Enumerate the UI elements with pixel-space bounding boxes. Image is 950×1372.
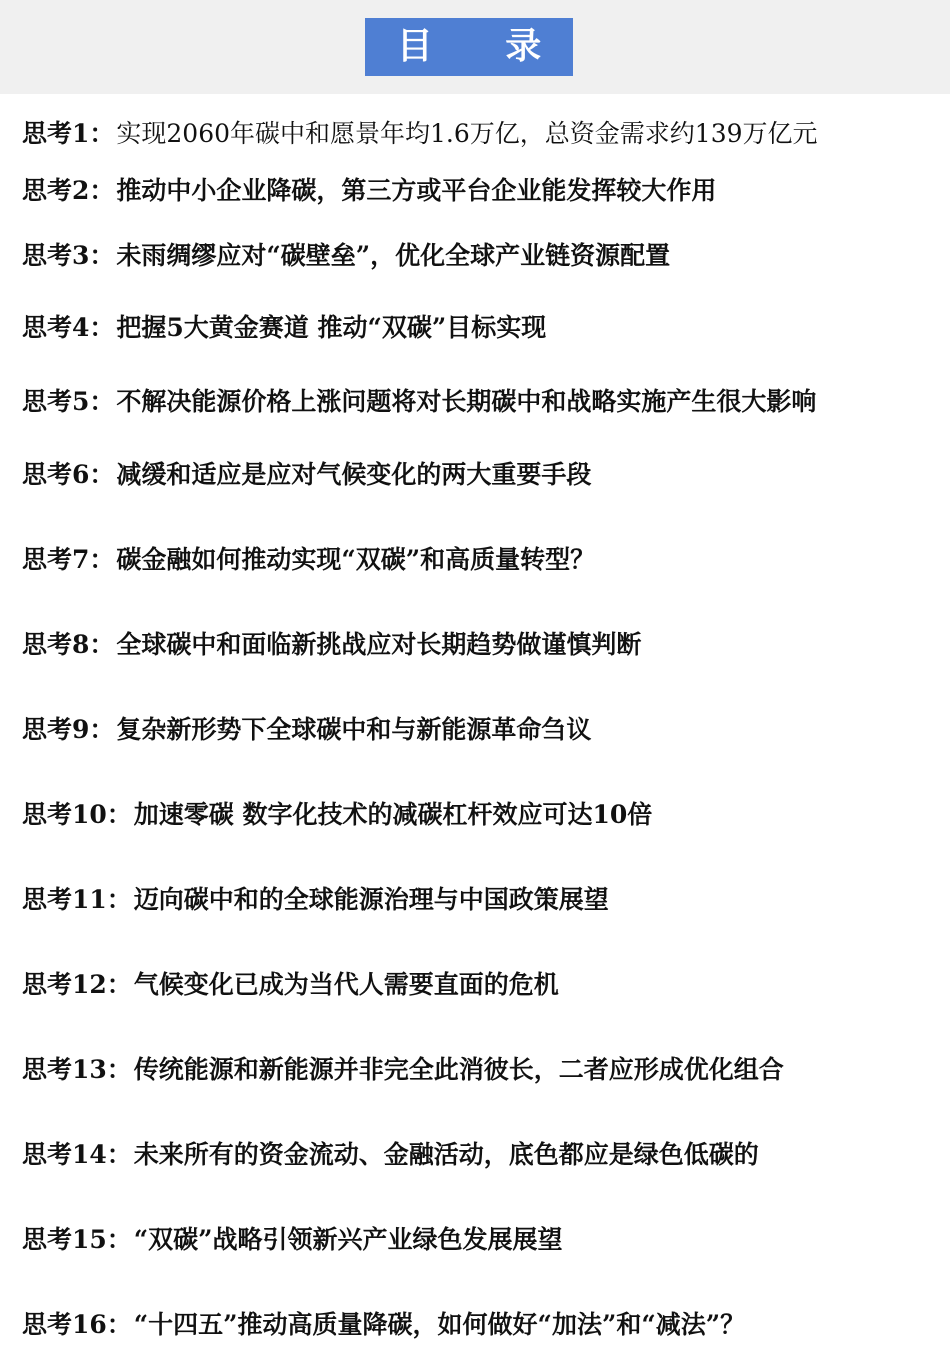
toc-item-label: 思考14：	[22, 1140, 132, 1169]
toc-item-label: 思考11：	[22, 885, 132, 914]
toc-item-16[interactable]	[22, 1309, 942, 1341]
toc-item-4[interactable]	[22, 312, 942, 344]
toc-item-13[interactable]	[22, 1054, 942, 1086]
toc-item-label: 思考7：	[22, 545, 115, 574]
toc-item-label: 思考12：	[22, 970, 132, 999]
toc-item-label: 思考6：	[22, 460, 115, 489]
toc-item-12[interactable]	[22, 969, 942, 1001]
toc-item-text: 加速零碳 数字化技术的减碳杠杆效应可达10倍	[133, 800, 653, 829]
toc-item-text: 迈向碳中和的全球能源治理与中国政策展望	[133, 885, 609, 914]
toc-item-text: 减缓和适应是应对气候变化的两大重要手段	[116, 460, 592, 489]
toc-item-text: 复杂新形势下全球碳中和与新能源革命刍议	[116, 715, 592, 744]
toc-item-label: 思考1：	[22, 119, 115, 148]
toc-item-text: 不解决能源价格上涨问题将对长期碳中和战略实施产生很大影响	[116, 387, 817, 416]
toc-item-label: 思考8：	[22, 630, 115, 659]
toc-item-label: 思考9：	[22, 715, 115, 744]
toc-item-label: 思考2：	[22, 176, 115, 205]
toc-item-5[interactable]	[22, 386, 942, 418]
toc-item-text: 未雨绸缪应对“碳壁垒”，优化全球产业链资源配置	[116, 241, 671, 270]
toc-item-label: 思考16：	[22, 1310, 132, 1339]
toc-item-label: 思考15：	[22, 1225, 132, 1254]
toc-item-text: 实现2060年碳中和愿景年均1.6万亿，总资金需求约139万亿元	[116, 119, 818, 148]
toc-item-15[interactable]	[22, 1224, 942, 1256]
toc-item-7[interactable]	[22, 544, 942, 576]
toc-item-3[interactable]	[22, 240, 942, 272]
toc-item-text: 推动中小企业降碳，第三方或平台企业能发挥较大作用	[116, 176, 717, 205]
toc-item-text: “十四五”推动高质量降碳，如何做好“加法”和“减法”？	[133, 1310, 746, 1339]
toc-item-9[interactable]	[22, 714, 942, 746]
toc-item-1[interactable]	[22, 118, 942, 150]
toc-item-text: 把握5大黄金赛道 推动“双碳”目标实现	[116, 313, 547, 342]
toc-item-2[interactable]	[22, 175, 942, 207]
toc-item-text: 碳金融如何推动实现“双碳”和高质量转型？	[116, 545, 596, 574]
toc-item-label: 思考4：	[22, 313, 115, 342]
toc-item-label: 思考3：	[22, 241, 115, 270]
toc-item-label: 思考13：	[22, 1055, 132, 1084]
toc-item-label: 思考10：	[22, 800, 132, 829]
toc-item-text: 未来所有的资金流动、金融活动，底色都应是绿色低碳的	[133, 1140, 759, 1169]
toc-item-10[interactable]	[22, 799, 942, 831]
toc-item-label: 思考5：	[22, 387, 115, 416]
toc-item-8[interactable]	[22, 629, 942, 661]
toc-item-text: 全球碳中和面临新挑战应对长期趋势做谨慎判断	[116, 630, 642, 659]
page-title: 目 录	[396, 26, 572, 67]
toc-item-text: 传统能源和新能源并非完全此消彼长，二者应形成优化组合	[133, 1055, 784, 1084]
toc-item-text: 气候变化已成为当代人需要直面的危机	[133, 970, 559, 999]
toc-item-14[interactable]	[22, 1139, 942, 1171]
toc-item-text: “双碳”战略引领新兴产业绿色发展展望	[133, 1225, 563, 1254]
toc-item-6[interactable]	[22, 459, 942, 491]
toc-item-11[interactable]	[22, 884, 942, 916]
